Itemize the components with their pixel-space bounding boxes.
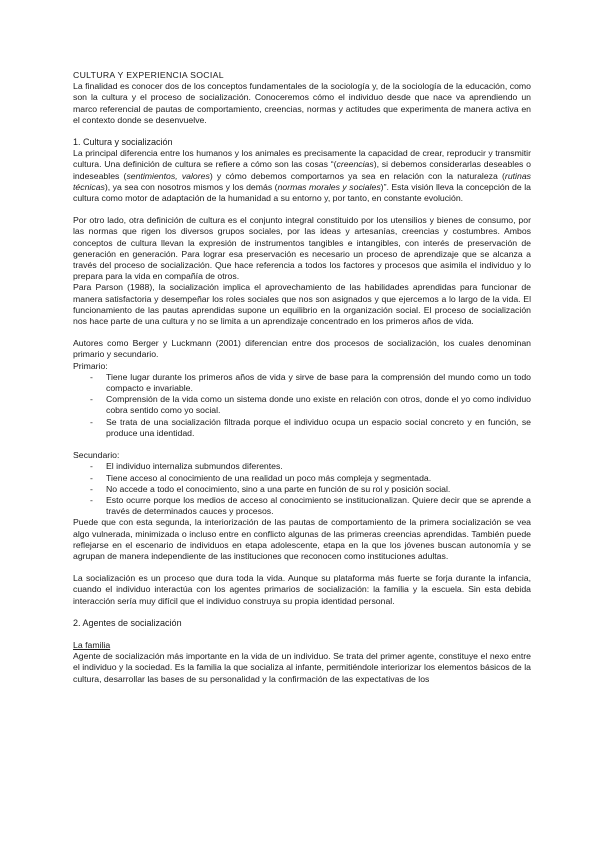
secundario-label: Secundario: [73,450,120,461]
secundario-list [73,461,531,517]
culture-second-definition-paragraph: Por otro lado, otra definición de cultura es el conjunto integral constituido por los utensilios y bienes de consumo, por las normas que rigen los diversos grupos sociales, por las ideas y artesanías, creencias y costumbres. Ambos conceptos de cultura llevan la expresión de instrumentos tangibles e intangibles, con interés de preservación de generación en generación. Para lograr esa preservación es necesario un proceso de aprendizaje que se alcanza a través del proceso de socialización. Que hace referencia a todos los factores y procesos que asimila el individuo y lo prepara para la vida en compañía de otros. [73,215,531,282]
parson-paragraph: Para Parson (1988), la socialización implica el aprovechamiento de las habilidades aprendidas para funcionar de manera satisfactoria y desempeñar los roles sociales que nos son asignados y que ejercemos a lo largo de la vida. El funcionamiento de las pautas aprendidas supone un equilibrio en la organización social. El proceso de socialización nos hace parte de una cultura y no se limita a un aprendizaje concentrado en los primeros años de vida. [73,282,531,327]
familia-heading: La familia [73,639,111,650]
secondary-socialization-paragraph: Puede que con esta segunda, la interiorización de las pautas de comportamiento de la primera socialización se vea algo vulnerada, minimizada o incluso entre en conflicto algunas de las primeras creencias aprendidas. También puede reflejarse en el escenario de individuos en etapa adolescente, etapa en la que los jóvenes buscan autonomía y se agrupan de manera independiente de las instituciones que reconocen como instituciones adultas. [73,517,531,561]
primario-list [73,372,531,439]
intro-paragraph: La finalidad es conocer dos de los conceptos fundamentales de la sociología y, de la sociología de la educación, como son la cultura y el proceso de socialización. Conoceremos cómo el individuo desde que nace va aprendiendo un marco referencial de pautas de comportamiento, creencias, normas y actitudes que experimenta de manera activa en el contexto donde se desenvuelve. [73,81,531,125]
list-item: - Tiene acceso al conocimiento de una realidad un poco más compleja y segmentada. [90,472,432,483]
primario-label: Primario: [73,360,108,371]
list-item: - Tiene lugar durante los primeros años de vida y sirve de base para la comprensión del mundo como un todo compacto e invariable. [90,371,531,394]
list-item: - Comprensión de la vida como un sistema donde uno existe en relación con otros, donde el yo como individuo cobra sentido como yo social. [90,394,531,416]
lifelong-socialization-paragraph: La socialización es un proceso que dura toda la vida. Aunque su plataforma más fuerte se forja durante la infancia, cuando el individuo interactúa con los agentes primarios de socialización: la familia y la escuela. Sin esta debida interacción sería muy difícil que el individuo construya su propia identidad personal. [73,573,531,606]
document-title: CULTURA Y EXPERIENCIA SOCIAL [73,70,224,80]
culture-definition-paragraph: La principal diferencia entre los humanos y los animales es precisamente la capacidad de crear, reproducir y transmitir cultura. Una definición de cultura se refiere a cómo son las cosas “(creencias), si debemos considerarlas deseables o indeseables (sentimientos, valores) y cómo debemos comportarnos ya sea en relación con la naturaleza (rutinas técnicas), ya sea con nosotros mismos y los demás (normas morales y sociales)”. Esta visión lleva la concepción de la cultura como motor de adaptación de la humanidad a su entorno y, por tanto, en constante evolución. [73,148,531,204]
list-item: - Esto ocurre porque los medios de acceso al conocimiento se institucionalizan. Quiere decir que se aprende a través de determinados cauces y procesos. [90,494,531,517]
berger-luckmann-paragraph: Autores como Berger y Luckmann (2001) diferencian entre dos procesos de socialización, los cuales denominan primario y secundario. [73,338,531,360]
familia-paragraph: Agente de socialización más importante en la vida de un individuo. Se trata del primer agente, constituye el nexo entre el individuo y la sociedad. Es la familia la que socializa al infante, permitiéndole interiorizar los elementos básicos de la cultura, desarrollar las bases de su personalidad y la confirmación de las expectativas de los [73,651,531,684]
list-item: - El individuo internaliza submundos diferentes. [90,461,283,472]
document-page [73,70,531,685]
section-2-heading: 2. Agentes de socialización [73,617,182,628]
list-item: - No accede a todo el conocimiento, sino a una parte en función de su rol y posición social. [90,483,451,494]
list-item: - Se trata de una socialización filtrada porque el individuo ocupa un espacio social concreto y en función, se produce una identidad. [90,416,531,438]
section-1-heading: 1. Cultura y socialización [73,137,173,148]
